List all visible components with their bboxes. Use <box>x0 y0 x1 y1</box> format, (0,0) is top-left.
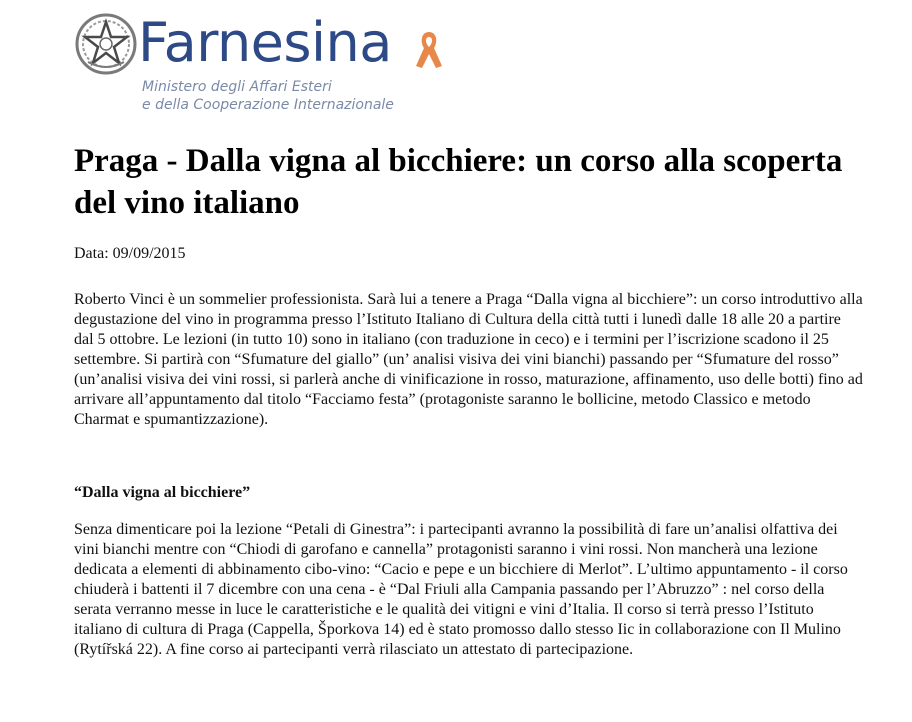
brand-name: Farnesina <box>138 11 392 74</box>
article-paragraph-1: Roberto Vinci è un sommelier professionista. Sarà lui a tenere a Praga “Dalla vigna al bicchiere”: un corso introduttivo alla degustazione del vino in programma presso l’Istituto Italiano di Cultura della città tutti i lunedì dalle 18 alle 20 a partire dal 5 ottobre. Le lezioni (in tutto 10) sono in italiano (con traduzione in ceco) e i termini per l’iscrizione scadono il 25 settembre. Si partirà con “Sfumature del giallo” (un’ analisi visiva dei vini bianchi) passando per “Sfumature del rosso” (un’analisi visiva dei vini rossi, si parlerà anche di vinificazione in rosso, maturazione, affinamento, uso delle botti) fino ad arrivare all’appuntamento dal titolo “Facciamo festa” (protagoniste saranno le bollicine, metodo Classico e metodo Charmat e spumantizzazione). <box>74 291 863 428</box>
awareness-ribbon-icon <box>412 28 446 72</box>
ministry-name-line1: Ministero degli Affari Esteri <box>142 79 332 95</box>
ministry-name-line2: e della Cooperazione Internazionale <box>142 97 394 113</box>
farnesina-logo <box>74 12 474 116</box>
article-title: Praga - Dalla vigna al bicchiere: un corso alla scoperta del vino italiano <box>74 143 843 221</box>
article-subheading: “Dalla vigna al bicchiere” <box>74 484 251 501</box>
article-date: Data: 09/09/2015 <box>74 245 186 262</box>
italian-republic-emblem-icon <box>74 12 138 76</box>
article-paragraph-2: Senza dimenticare poi la lezione “Petali di Ginestra”: i partecipanti avranno la possibilità di fare un’analisi olfattiva dei vini bianchi mentre con “Chiodi di garofano e cannella” protagonisti saranno i vini rossi. Non mancherà una lezione dedicata a elementi di abbinamento cibo-vino: “Cacio e pepe e un bicchiere di Merlot”. L’ultimo appuntamento - il corso chiuderà i battenti il 7 dicembre con una cena - è “Dal Friuli alla Campania passando per l’Abruzzo” : nel corso della serata verranno messe in luce le caratteristiche e le qualità dei vitigni e vini d’Italia. Il corso si terrà presso l’Istituto italiano di cultura di Praga (Cappella, Šporkova 14) ed è stato promosso dallo stesso Iic in collaborazione con Il Mulino (Rytířská 22). A fine corso ai partecipanti verrà rilasciato un attestato di partecipazione. <box>74 521 848 658</box>
